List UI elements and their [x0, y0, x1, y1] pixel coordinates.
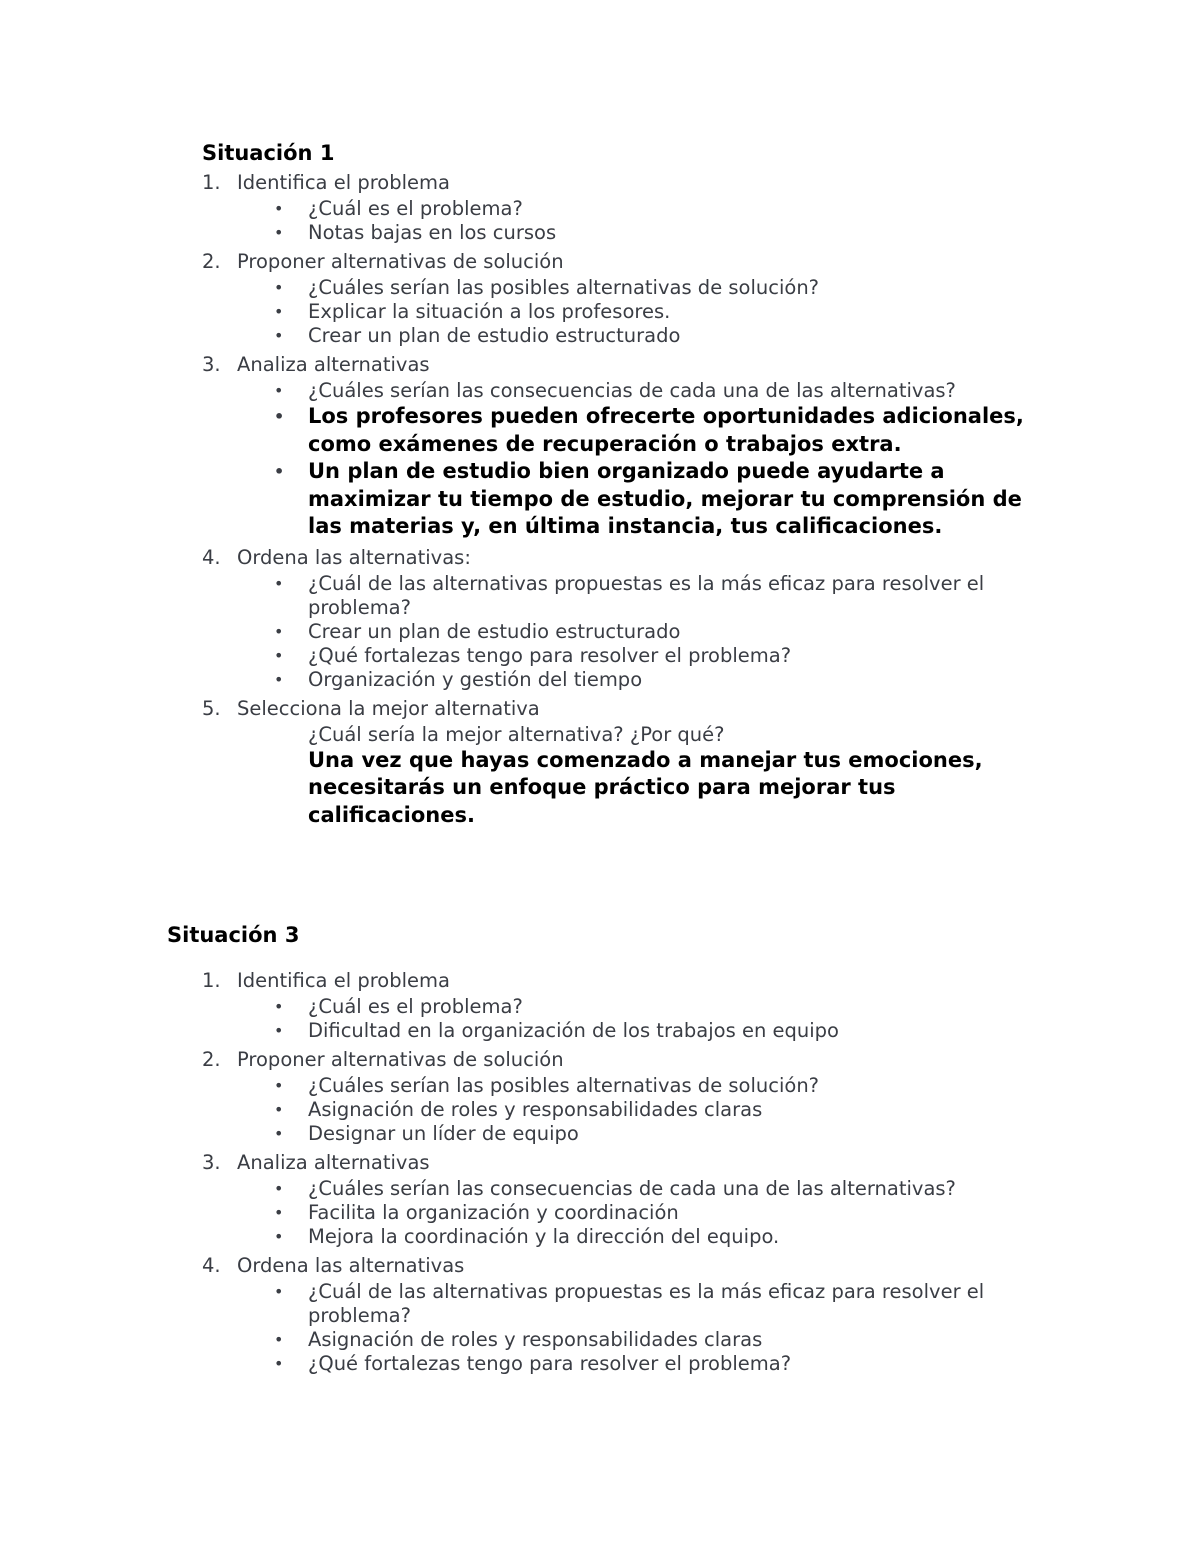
sub-item [237, 1352, 1062, 1376]
situation-3-list [202, 968, 1062, 1380]
bullet-icon: • [274, 1282, 284, 1301]
bullet-icon: • [274, 1354, 284, 1373]
sub-item [237, 197, 1062, 221]
bullet-icon: • [274, 573, 284, 593]
sub-item-text: Crear un plan de estudio estructurado [308, 324, 681, 347]
item-title: Identifica el problema [237, 171, 450, 194]
sub-item [237, 276, 1062, 300]
sub-item [237, 221, 1062, 245]
sub-item-text: ¿Cuál sería la mejor alternativa? ¿Por qué? [308, 722, 725, 746]
sub-item-text: Designar un líder de equipo [308, 1122, 579, 1145]
sub-item [237, 1280, 1062, 1328]
item-number: 4. [202, 1254, 221, 1277]
bullet-icon: • [274, 278, 284, 297]
sub-item [237, 668, 1062, 692]
situation-1-heading: Situación 1 [202, 141, 335, 165]
sub-item [237, 723, 1062, 747]
sub-item-text: Asignación de roles y responsabilidades claras [308, 1328, 763, 1351]
sub-item-text: ¿Qué fortalezas tengo para resolver el problema? [308, 643, 792, 667]
item-number: 1. [202, 969, 221, 992]
bullet-icon: • [274, 1227, 284, 1246]
bullet-icon: • [274, 223, 284, 242]
item-title: Ordena las alternativas [237, 1254, 465, 1277]
sub-item [237, 1225, 1062, 1249]
sub-item-text: Los profesores pueden ofrecerte oportunidades adicionales, como exámenes de recuperación o trabajos extra. [308, 404, 1024, 456]
sub-item [237, 747, 1062, 830]
bullet-icon: • [274, 302, 284, 321]
sub-item-text: Asignación de roles y responsabilidades claras [308, 1098, 763, 1121]
bullet-icon: • [274, 1330, 284, 1349]
sub-item [237, 620, 1062, 644]
item-number: 2. [202, 1048, 221, 1071]
list-item [202, 352, 1062, 541]
bullet-icon: • [274, 1203, 284, 1222]
bullet-icon: • [274, 645, 284, 665]
list-item [202, 696, 1062, 830]
sub-item-text: Notas bajas en los cursos [308, 221, 557, 244]
sub-item [237, 1122, 1062, 1146]
sub-item [237, 1098, 1062, 1122]
item-number: 1. [202, 171, 221, 194]
sub-item-text: ¿Qué fortalezas tengo para resolver el problema? [308, 1352, 792, 1375]
sub-item [237, 995, 1062, 1019]
bullet-icon: • [274, 1179, 284, 1198]
sub-item-text: Organización y gestión del tiempo [308, 667, 643, 691]
sub-item [237, 572, 1062, 620]
sub-item [237, 1074, 1062, 1098]
bullet-icon: • [274, 669, 284, 689]
sub-item-text: ¿Cuáles serían las posibles alternativas de solución? [308, 276, 820, 299]
item-title: Proponer alternativas de solución [237, 1048, 564, 1071]
sub-item-text: ¿Cuál de las alternativas propuestas es la más eficaz para resolver el problema? [308, 1280, 985, 1327]
sub-item-text: ¿Cuáles serían las consecuencias de cada una de las alternativas? [308, 1177, 956, 1200]
bullet-icon: • [274, 407, 285, 426]
bullet-icon: • [274, 199, 284, 218]
sub-item [237, 1328, 1062, 1352]
item-title: Analiza alternativas [237, 1151, 430, 1174]
sub-item-text: Mejora la coordinación y la dirección del equipo. [308, 1225, 780, 1248]
bullet-icon: • [274, 1021, 284, 1040]
bullet-icon: • [274, 462, 285, 481]
list-item [202, 249, 1062, 348]
item-title: Identifica el problema [237, 969, 450, 992]
bullet-icon: • [274, 381, 284, 400]
list-item [202, 1047, 1062, 1146]
list-item [202, 170, 1062, 245]
bullet-icon: • [274, 997, 284, 1016]
sub-item [237, 300, 1062, 324]
item-number: 3. [202, 353, 221, 376]
bullet-icon: • [274, 621, 284, 641]
item-title: Ordena las alternativas: [237, 545, 471, 569]
sub-item [237, 644, 1062, 668]
bullet-icon: • [274, 1124, 284, 1143]
sub-item-text: ¿Cuál de las alternativas propuestas es la más eficaz para resolver el problema? [308, 571, 985, 619]
item-title: Selecciona la mejor alternativa [237, 696, 540, 720]
bullet-icon: • [274, 1076, 284, 1095]
list-item [202, 545, 1062, 692]
list-item [202, 1253, 1062, 1376]
bullet-icon: • [274, 1100, 284, 1119]
item-number: 2. [202, 250, 221, 273]
sub-item-text: Crear un plan de estudio estructurado [308, 619, 681, 643]
situation-3-heading: Situación 3 [167, 923, 300, 947]
item-title: Analiza alternativas [237, 353, 430, 376]
sub-item-text: Una vez que hayas comenzado a manejar tus emociones, necesitarás un enfoque práctico para mejorar tus calificaciones. [308, 747, 983, 827]
item-number: 3. [202, 1151, 221, 1174]
item-number: 5. [202, 696, 221, 720]
list-item [202, 1150, 1062, 1249]
sub-item-text: Explicar la situación a los profesores. [308, 300, 671, 323]
sub-item [237, 324, 1062, 348]
sub-item-text: Dificultad en la organización de los trabajos en equipo [308, 1019, 839, 1042]
sub-item-text: Facilita la organización y coordinación [308, 1201, 679, 1224]
situation-1-list [202, 170, 1062, 833]
item-number: 4. [202, 545, 221, 569]
sub-item [237, 1019, 1062, 1043]
item-title: Proponer alternativas de solución [237, 250, 564, 273]
list-item [202, 968, 1062, 1043]
sub-item-text: ¿Cuáles serían las posibles alternativas de solución? [308, 1074, 820, 1097]
bullet-icon: • [274, 326, 284, 345]
sub-item [237, 379, 1062, 403]
sub-item [237, 458, 1062, 541]
sub-item-text: ¿Cuál es el problema? [308, 197, 523, 220]
sub-item-text: ¿Cuáles serían las consecuencias de cada una de las alternativas? [308, 379, 956, 402]
sub-item [237, 1201, 1062, 1225]
sub-item-text: Un plan de estudio bien organizado puede ayudarte a maximizar tu tiempo de estudio, mejorar tu comprensión de las materias y, en última instancia, tus calificaciones. [308, 459, 1022, 538]
sub-item-text: ¿Cuál es el problema? [308, 995, 523, 1018]
sub-item [237, 1177, 1062, 1201]
sub-item [237, 403, 1062, 458]
